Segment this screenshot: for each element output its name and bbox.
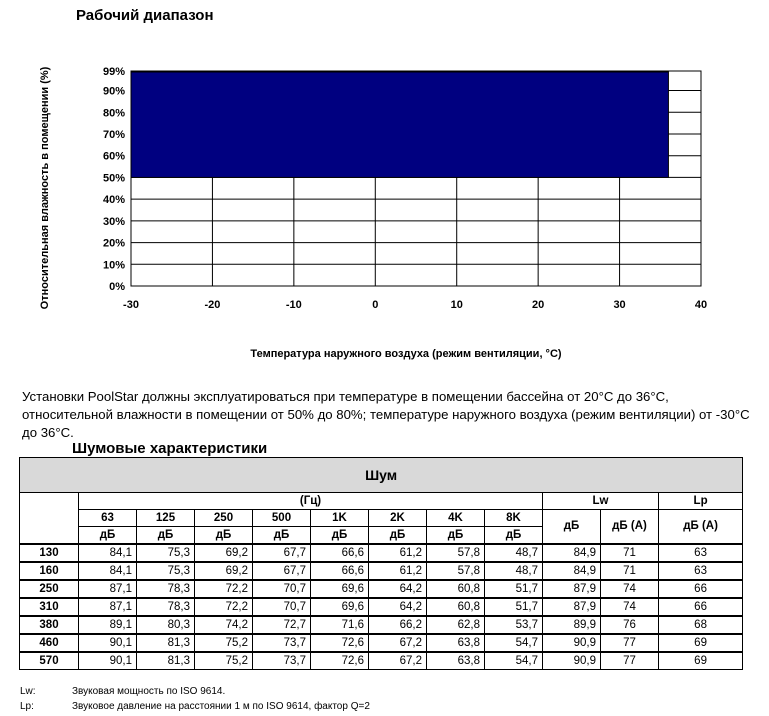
value-cell: 72,6 bbox=[311, 652, 369, 670]
x-tick-label: 0 bbox=[372, 299, 379, 311]
value-cell: 78,3 bbox=[137, 580, 195, 598]
value-cell: 67,7 bbox=[253, 562, 311, 580]
lw-db-cell: 84,9 bbox=[543, 544, 601, 562]
x-tick-label: 10 bbox=[450, 299, 463, 311]
freq-header-row bbox=[20, 510, 743, 527]
value-cell: 84,1 bbox=[79, 544, 137, 562]
value-cell: 81,3 bbox=[137, 652, 195, 670]
value-cell: 90,1 bbox=[79, 652, 137, 670]
lw-db-cell: 87,9 bbox=[543, 580, 601, 598]
table-row bbox=[20, 634, 743, 652]
value-cell: 53,7 bbox=[485, 616, 543, 634]
value-cell: 67,7 bbox=[253, 544, 311, 562]
value-cell: 72,2 bbox=[195, 580, 253, 598]
legend-text: Звуковая мощность по ISO 9614. bbox=[72, 686, 226, 697]
lw-dba-cell: 71 bbox=[601, 544, 659, 562]
lp-dba-cell: 66 bbox=[659, 580, 743, 598]
y-axis-label: Относительная влажность в помещении (%) bbox=[39, 66, 51, 310]
value-cell: 87,1 bbox=[79, 598, 137, 616]
y-tick-label: 30% bbox=[102, 215, 125, 228]
y-tick-label: 70% bbox=[102, 128, 125, 141]
unit-header-cell: дБ bbox=[79, 527, 137, 545]
value-cell: 67,2 bbox=[369, 634, 427, 652]
y-tick-label: 10% bbox=[102, 259, 125, 272]
value-cell: 89,1 bbox=[79, 616, 137, 634]
lp-dba-cell: 66 bbox=[659, 598, 743, 616]
value-cell: 80,3 bbox=[137, 616, 195, 634]
freq-header-cell: 250 bbox=[195, 510, 253, 527]
value-cell: 60,8 bbox=[427, 580, 485, 598]
lw-dba-cell: 77 bbox=[601, 634, 659, 652]
lp-dba-cell: 63 bbox=[659, 544, 743, 562]
value-cell: 61,2 bbox=[369, 544, 427, 562]
table-row bbox=[20, 652, 743, 670]
model-cell: 250 bbox=[20, 580, 79, 598]
value-cell: 69,2 bbox=[195, 544, 253, 562]
lp-dba-header: дБ (А) bbox=[659, 510, 743, 545]
value-cell: 78,3 bbox=[137, 598, 195, 616]
value-cell: 54,7 bbox=[485, 652, 543, 670]
value-cell: 69,6 bbox=[311, 580, 369, 598]
lw-dba-cell: 76 bbox=[601, 616, 659, 634]
x-tick-label: 40 bbox=[694, 299, 708, 311]
lw-db-cell: 90,9 bbox=[543, 634, 601, 652]
freq-header-cell: 4K bbox=[427, 510, 485, 527]
operating-note: Установки PoolStar должны эксплуатироваться при температуре в помещении бассейна от 20°C до 36°C, относительной влажности в помещении от 50% до 80%; температуре наружного воздуха (режим вентиляции) от -30°C до 36°C. bbox=[22, 389, 750, 440]
value-cell: 48,7 bbox=[485, 544, 543, 562]
y-tick-label: 60% bbox=[102, 150, 125, 163]
lw-dba-cell: 71 bbox=[601, 562, 659, 580]
lw-dba-cell: 77 bbox=[601, 652, 659, 670]
freq-header-cell: 63 bbox=[79, 510, 137, 527]
table-row bbox=[20, 616, 743, 634]
value-cell: 75,2 bbox=[195, 634, 253, 652]
y-tick-label: 80% bbox=[102, 107, 125, 120]
model-cell: 160 bbox=[20, 562, 79, 580]
y-tick-label: 50% bbox=[102, 172, 125, 185]
lp-dba-cell: 69 bbox=[659, 652, 743, 670]
model-cell: 310 bbox=[20, 598, 79, 616]
legend-key: Lp: bbox=[20, 701, 34, 712]
value-cell: 66,2 bbox=[369, 616, 427, 634]
value-cell: 84,1 bbox=[79, 562, 137, 580]
value-cell: 73,7 bbox=[253, 634, 311, 652]
x-tick-label: 30 bbox=[613, 299, 626, 311]
lw-db-header: дБ bbox=[543, 510, 601, 545]
lw-db-cell: 87,9 bbox=[543, 598, 601, 616]
value-cell: 62,8 bbox=[427, 616, 485, 634]
value-cell: 90,1 bbox=[79, 634, 137, 652]
value-cell: 64,2 bbox=[369, 598, 427, 616]
lw-dba-cell: 74 bbox=[601, 580, 659, 598]
table-row bbox=[20, 544, 743, 562]
y-tick-labels bbox=[103, 66, 125, 293]
lp-dba-cell: 69 bbox=[659, 634, 743, 652]
y-tick-label: 0% bbox=[109, 281, 125, 293]
value-cell: 57,8 bbox=[427, 544, 485, 562]
table-row bbox=[20, 598, 743, 616]
value-cell: 70,7 bbox=[253, 580, 311, 598]
x-tick-label: -30 bbox=[123, 299, 139, 311]
value-cell: 71,6 bbox=[311, 616, 369, 634]
value-cell: 72,7 bbox=[253, 616, 311, 634]
model-header-cell bbox=[20, 493, 79, 545]
x-tick-label: 20 bbox=[532, 299, 545, 311]
model-cell: 130 bbox=[20, 544, 79, 562]
table-title: Шум bbox=[20, 458, 743, 493]
legend-lp bbox=[20, 701, 370, 712]
y-tick-label: 20% bbox=[102, 237, 125, 250]
unit-header-cell: дБ bbox=[369, 527, 427, 545]
noise-title: Шумовые характеристики bbox=[72, 440, 268, 457]
unit-header-cell: дБ bbox=[253, 527, 311, 545]
value-cell: 74,2 bbox=[195, 616, 253, 634]
value-cell: 72,2 bbox=[195, 598, 253, 616]
y-tick-label: 40% bbox=[102, 194, 125, 207]
freq-header-cell: 500 bbox=[253, 510, 311, 527]
unit-header-cell: дБ bbox=[311, 527, 369, 545]
operating-region bbox=[131, 72, 668, 177]
range-title: Рабочий диапазон bbox=[76, 7, 214, 24]
model-cell: 380 bbox=[20, 616, 79, 634]
unit-header-cell: дБ bbox=[195, 527, 253, 545]
freq-header-cell: 125 bbox=[137, 510, 195, 527]
value-cell: 69,6 bbox=[311, 598, 369, 616]
unit-header-cell: дБ bbox=[485, 527, 543, 545]
lw-group-header: Lw bbox=[543, 493, 659, 510]
value-cell: 48,7 bbox=[485, 562, 543, 580]
lp-dba-cell: 68 bbox=[659, 616, 743, 634]
value-cell: 51,7 bbox=[485, 598, 543, 616]
x-tick-label: -10 bbox=[285, 299, 302, 311]
model-cell: 460 bbox=[20, 634, 79, 652]
freq-header-cell: 1K bbox=[311, 510, 369, 527]
value-cell: 51,7 bbox=[485, 580, 543, 598]
legend-key: Lw: bbox=[20, 686, 36, 697]
value-cell: 54,7 bbox=[485, 634, 543, 652]
lw-dba-header: дБ (А) bbox=[601, 510, 659, 545]
lw-dba-cell: 74 bbox=[601, 598, 659, 616]
value-cell: 75,3 bbox=[137, 562, 195, 580]
lw-db-cell: 84,9 bbox=[543, 562, 601, 580]
value-cell: 75,2 bbox=[195, 652, 253, 670]
freq-header-cell: 2K bbox=[369, 510, 427, 527]
value-cell: 66,6 bbox=[311, 544, 369, 562]
value-cell: 87,1 bbox=[79, 580, 137, 598]
unit-header-cell: дБ bbox=[427, 527, 485, 545]
freq-header-cell: 8K bbox=[485, 510, 543, 527]
lw-db-cell: 89,9 bbox=[543, 616, 601, 634]
value-cell: 60,8 bbox=[427, 598, 485, 616]
model-cell: 570 bbox=[20, 652, 79, 670]
value-cell: 64,2 bbox=[369, 580, 427, 598]
x-axis-label: Температура наружного воздуха (режим вентиляции, °C) bbox=[250, 348, 562, 360]
y-tick-label: 99% bbox=[102, 66, 125, 78]
value-cell: 70,7 bbox=[253, 598, 311, 616]
value-cell: 63,8 bbox=[427, 634, 485, 652]
lp-dba-cell: 63 bbox=[659, 562, 743, 580]
unit-header-cell: дБ bbox=[137, 527, 195, 545]
table-body bbox=[20, 544, 743, 670]
lp-group-header: Lp bbox=[659, 493, 743, 510]
y-tick-label: 90% bbox=[102, 85, 125, 98]
value-cell: 61,2 bbox=[369, 562, 427, 580]
value-cell: 69,2 bbox=[195, 562, 253, 580]
x-tick-labels bbox=[123, 299, 707, 311]
value-cell: 66,6 bbox=[311, 562, 369, 580]
lw-db-cell: 90,9 bbox=[543, 652, 601, 670]
table-row bbox=[20, 562, 743, 580]
value-cell: 63,8 bbox=[427, 652, 485, 670]
value-cell: 81,3 bbox=[137, 634, 195, 652]
value-cell: 75,3 bbox=[137, 544, 195, 562]
x-tick-label: -20 bbox=[204, 299, 221, 311]
table-row bbox=[20, 580, 743, 598]
value-cell: 72,6 bbox=[311, 634, 369, 652]
freq-group-header: (Гц) bbox=[79, 493, 543, 510]
value-cell: 73,7 bbox=[253, 652, 311, 670]
noise-table bbox=[19, 457, 743, 670]
value-cell: 67,2 bbox=[369, 652, 427, 670]
legend-text: Звуковое давление на расстоянии 1 м по ISO 9614, фактор Q=2 bbox=[72, 701, 370, 712]
value-cell: 57,8 bbox=[427, 562, 485, 580]
legend-lw bbox=[20, 686, 225, 697]
